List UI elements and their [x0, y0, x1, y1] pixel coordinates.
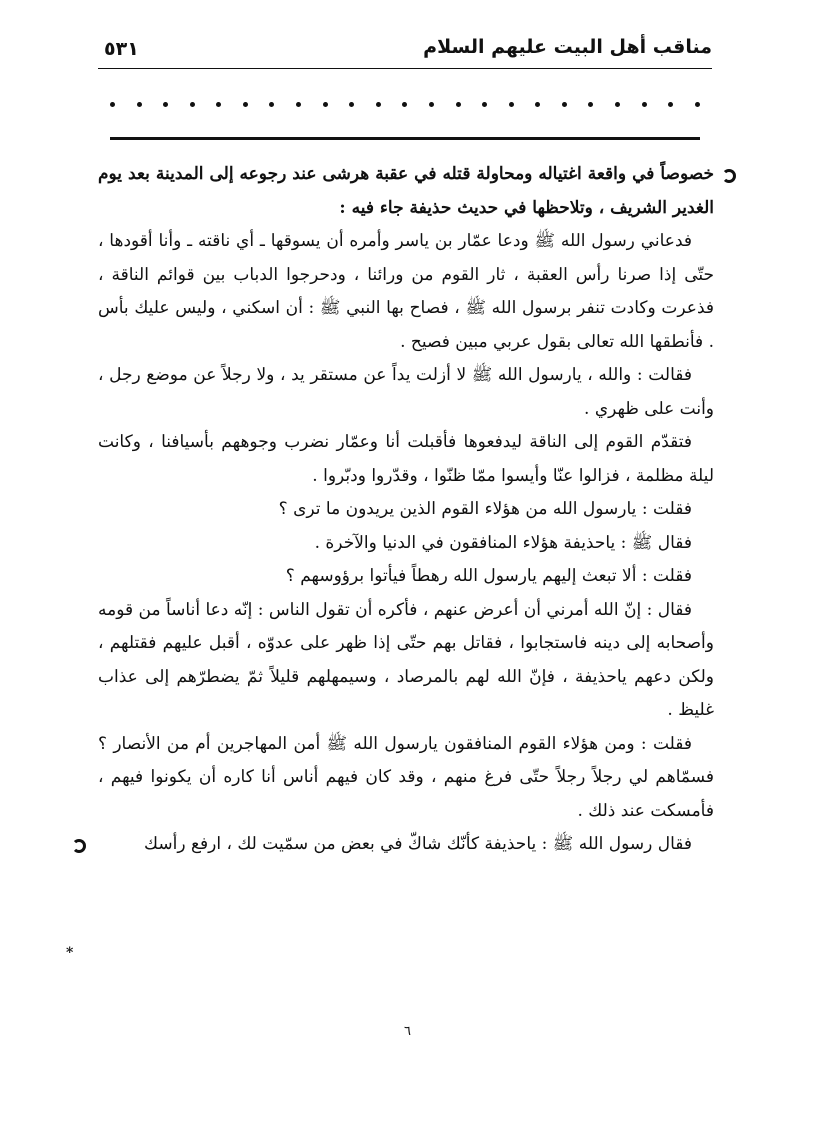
separator-dot [482, 102, 487, 107]
dotted-separator [110, 96, 700, 114]
footnote-mark: ٦ [404, 1024, 411, 1039]
separator-dot [429, 102, 434, 107]
separator-dot [509, 102, 514, 107]
paragraph-10-text: فقال رسول الله ﷺ : ياحذيفة كأنّك شاكّ في بعض من سمّيت لك ، ارفع رأسك [144, 834, 692, 854]
separator-dot [243, 102, 248, 107]
separator-dot [642, 102, 647, 107]
separator-dot [456, 102, 461, 107]
open-bracket-icon [722, 169, 736, 183]
separator-dot [535, 102, 540, 107]
separator-dot [323, 102, 328, 107]
paragraph-4: فتقدّم القوم إلى الناقة ليدفعوها فأقبلت أنا وعمّار نضرب وجوههم بأسيافنا ، وكانت ليلة مظلمة ، فزالوا عنّا وأيسوا ممّا ظنّوا ، وقدّروا ودبّروا . [98, 432, 714, 486]
separator-dot [615, 102, 620, 107]
body-text [98, 158, 714, 862]
separator-dot [695, 102, 700, 107]
separator-dot [402, 102, 407, 107]
separator-dot [349, 102, 354, 107]
running-title: مناقب أهل البيت عليهم السلام [423, 36, 712, 58]
paragraph-2: فدعاني رسول الله ﷺ ودعا عمّار بن ياسر وأمره أن يسوقها ـ أي ناقته ـ وأنا أقودها ، حتّى إذا صرنا رأس العقبة ، ثار القوم من ورائنا ، ودحرجوا الدباب بين قوائم الناقة ، فذعرت وكادت تنفر برسول الله ﷺ ، فصاح بها النبي ﷺ : أن اسكني ، وليس عليك بأس . فأنطقها الله تعالى بقول عربي مبين فصيح . [98, 231, 714, 352]
paragraph-6: فقال ﷺ : ياحذيفة هؤلاء المنافقون في الدنيا والآخرة . [314, 532, 692, 553]
separator-dot [216, 102, 221, 107]
separator-dot [190, 102, 195, 107]
paragraph-3: فقالت : والله ، يارسول الله ﷺ لا أزلت يداً عن مستقر يد ، ولا رجلاً عن موضع رجل ، وأنت على ظهري . [98, 365, 714, 419]
separator-dot [269, 102, 274, 107]
paragraph-9: فقلت : ومن هؤلاء القوم المنافقون يارسول الله ﷺ أمن المهاجرين أم من الأنصار ؟ فسمّاهم لي رجلاً رجلاً حتّى فرغ منهم ، وقد كان فيهم أناس أنا كاره أن يكونوا فيهم ، فأمسكت عند ذلك . [98, 733, 714, 821]
separator-dot [588, 102, 593, 107]
separator-dot [163, 102, 168, 107]
margin-mark: * [66, 945, 74, 961]
separator-rule [110, 137, 700, 140]
paragraph-1-text: خصوصاً في واقعة اغتياله ومحاولة قتله في عقبة هرشى عند رجوعه إلى المدينة بعد يوم الغدير الشريف ، وتلاحظها في حديث حذيفة جاء فيه : [98, 164, 714, 218]
separator-dot [376, 102, 381, 107]
close-bracket-icon [72, 839, 86, 853]
separator-dot [110, 102, 115, 107]
paragraph-10 [98, 828, 714, 862]
paragraph-5: فقلت : يارسول الله من هؤلاء القوم الذين يريدون ما ترى ؟ [278, 499, 692, 519]
separator-dot [296, 102, 301, 107]
separator-dot [668, 102, 673, 107]
page-header [98, 34, 712, 69]
paragraph-1 [98, 158, 714, 225]
paragraph-7: فقلت : ألا تبعث إليهم يارسول الله رهطاً فيأتوا برؤوسهم ؟ [285, 566, 692, 586]
separator-dot [137, 102, 142, 107]
separator-dot [562, 102, 567, 107]
page-number: ٥٣١ [104, 38, 139, 60]
paragraph-8: فقال : إنّ الله أمرني أن أعرض عنهم ، فأكره أن تقول الناس : إنّه دعا أناساً من قومه وأصحابه إلى دينه فاستجابوا ، فقاتل بهم حتّى إذا ظهر على عدوّه ، أقبل عليهم فقتلهم ، ولكن دعهم ياحذيفة ، فإنّ الله لهم بالمرصاد ، وسيمهلهم قليلاً ثمّ يضطرّهم إلى عذاب غليظ . [98, 599, 714, 720]
